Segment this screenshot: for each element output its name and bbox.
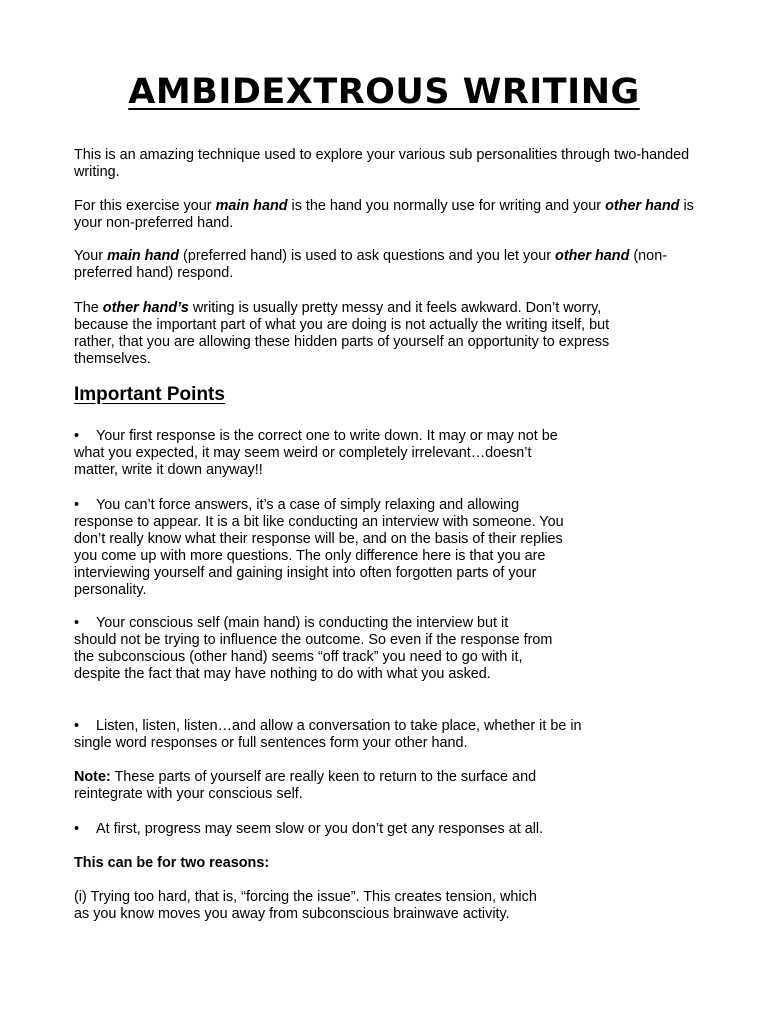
bullet-icon: •	[74, 821, 80, 837]
bullet-icon: •	[74, 718, 80, 734]
other-hand-term: other hand	[555, 248, 630, 264]
intro-p2-text-e: is your non-preferred hand.	[74, 198, 694, 231]
intro-p2-text-a: For this exercise your	[74, 198, 216, 214]
bullet-item-4	[74, 718, 589, 752]
other-hands-term: other hand’s	[102, 300, 189, 316]
document-title-text: AMBIDEXTROUS WRITING	[128, 72, 640, 112]
other-hand-term: other hand	[605, 198, 680, 214]
bullet-text: Listen, listen, listen…and allow a conversation to take place, whether it be in single word responses or full sentences form your other hand.	[74, 718, 582, 751]
intro-paragraph-2	[74, 198, 694, 232]
intro-p3-text-e: (non-preferred hand) respond.	[74, 248, 667, 281]
reasons-heading: This can be for two reasons:	[74, 855, 270, 871]
bullet-item-5	[74, 821, 614, 838]
bullet-text: You can’t force answers, it’s a case of simply relaxing and allowing response to appear. It is a bit like conducting an interview with someone. You don’t really know what their response will be, and on the basis of their replies you come up with more questions. The only difference here is that you are interviewing yourself and gaining insight into often forgotten parts of your personality.	[74, 497, 564, 598]
bullet-item-1	[74, 428, 579, 479]
bullet-item-3	[74, 615, 554, 683]
main-hand-term: main hand	[215, 198, 288, 214]
note-label: Note:	[74, 769, 111, 785]
intro-paragraph-3	[74, 248, 694, 282]
intro-paragraph-1: This is an amazing technique used to explore your various sub personalities through two-handed writing.	[74, 147, 690, 180]
bullet-icon: •	[74, 615, 80, 631]
reason-item-1	[74, 889, 544, 923]
intro-p3-text-c: (preferred hand) is used to ask questions and you let your	[179, 248, 556, 264]
bullet-text: Your first response is the correct one to write down. It may or may not be what you expected, it may seem weird or completely irrelevant…doesn’t matter, write it down anyway!!	[74, 428, 558, 478]
intro-p2-text-c: is the hand you normally use for writing and your	[287, 198, 606, 214]
bullet-item-2	[74, 497, 564, 599]
intro-p4-text-a: The	[74, 300, 103, 316]
bullet-text: At first, progress may seem slow or you don’t get any responses at all.	[96, 821, 544, 837]
main-hand-term: main hand	[107, 248, 180, 264]
important-points-heading: Important Points	[74, 384, 225, 405]
note-text: These parts of yourself are really keen to return to the surface and reintegrate with your conscious self.	[74, 769, 537, 802]
bullet-icon: •	[74, 497, 80, 513]
reason-text: (i) Trying too hard, that is, “forcing the issue”. This creates tension, which as you know moves you away from subconscious brainwave activity.	[74, 889, 537, 922]
bullet-text: Your conscious self (main hand) is conducting the interview but it should not be trying to influence the outcome. So even if the response from the subconscious (other hand) seems “off track” you need to go with it, despite the fact that may have nothing to do with what you asked.	[74, 615, 553, 682]
intro-p3-text-a: Your	[74, 248, 108, 264]
intro-p4-text-c: writing is usually pretty messy and it feels awkward. Don’t worry, because the important part of what you are doing is not actually the writing itself, but rather, that you are allowing these hidden parts of yourself an opportunity to express themselves.	[74, 300, 610, 367]
intro-paragraph-4	[74, 300, 614, 368]
bullet-icon: •	[74, 428, 80, 444]
note-paragraph	[74, 769, 579, 803]
document-title	[0, 72, 768, 112]
